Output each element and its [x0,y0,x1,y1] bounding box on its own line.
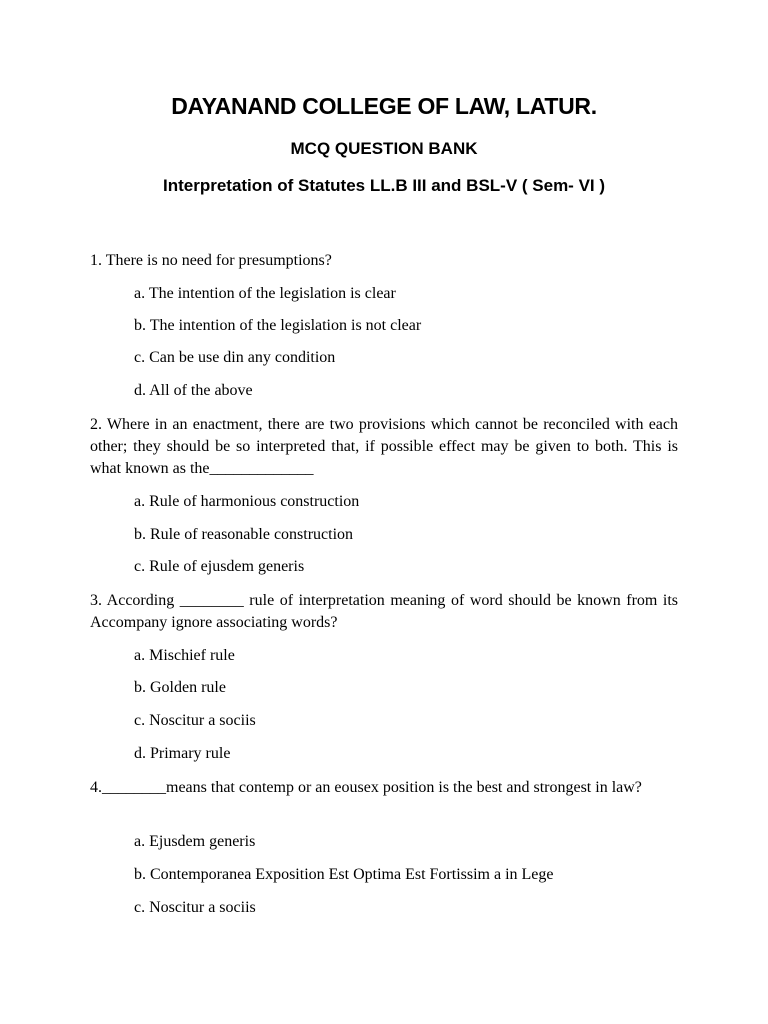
question-1-option-a: a. The intention of the legislation is clear [134,285,396,302]
question-4: 4.________means that contemp or an eousex position is the best and strongest in law? [90,779,642,796]
question-3-option-d: d. Primary rule [134,745,231,762]
question-3: 3. According ________ rule of interpretation meaning of word should be known from its Accompany ignore associating words? [90,592,678,631]
question-3-option-c: c. Noscitur a sociis [134,712,256,729]
question-2-option-a: a. Rule of harmonious construction [134,493,360,510]
question-1-option-d: d. All of the above [134,382,253,399]
question-3-option-a: a. Mischief rule [134,647,235,664]
question-4-option-a: a. Ejusdem generis [134,833,256,850]
question-1-option-b: b. The intention of the legislation is not clear [134,317,422,334]
question-4-option-c: c. Noscitur a sociis [134,899,256,916]
course-title: Interpretation of Statutes LL.B III and BSL-V ( Sem- VI ) [162,176,606,195]
question-bank-title: MCQ QUESTION BANK [290,139,478,158]
question-2-option-c: c. Rule of ejusdem generis [134,558,305,575]
question-1: 1. There is no need for presumptions? [90,252,332,269]
question-2: 2. Where in an enactment, there are two provisions which cannot be reconciled with each other; they should be so interpreted that, if possible effect may be given to both. This is what known as the_____________ [90,416,678,477]
question-1-option-c: c. Can be use din any condition [134,349,336,366]
question-2-option-b: b. Rule of reasonable construction [134,526,354,543]
college-title: DAYANAND COLLEGE OF LAW, LATUR. [171,93,597,119]
question-4-option-b: b. Contemporanea Exposition Est Optima Est Fortissim a in Lege [134,866,554,883]
question-3-option-b: b. Golden rule [134,679,226,696]
